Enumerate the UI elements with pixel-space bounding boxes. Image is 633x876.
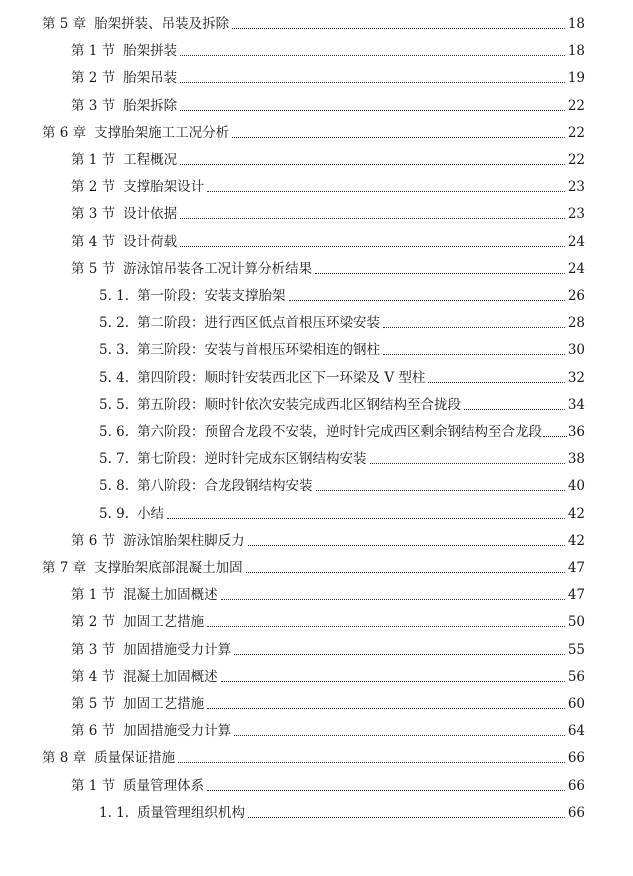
toc-section-entry[interactable] xyxy=(0,767,633,794)
toc-entry-number: 5. 2. xyxy=(99,315,130,332)
toc-entry-label xyxy=(71,778,204,794)
toc-entry-number: 5. 9. xyxy=(99,505,130,522)
toc-entry-label xyxy=(99,315,380,331)
toc-section-entry[interactable] xyxy=(0,168,633,195)
toc-entry-number: 第 1 节 xyxy=(71,43,116,60)
toc-section-entry[interactable] xyxy=(0,576,633,603)
toc-chapter-entry[interactable] xyxy=(0,549,633,576)
toc-entry-label xyxy=(71,179,204,195)
toc-section-entry[interactable] xyxy=(0,603,633,630)
toc-entry-page-number: 23 xyxy=(567,179,585,196)
toc-entry-number: 1. 1. xyxy=(99,804,130,821)
toc-section-entry[interactable] xyxy=(0,32,633,59)
toc-entry-label xyxy=(71,533,245,549)
toc-entry-page-number: 18 xyxy=(567,43,585,60)
toc-entry-label xyxy=(42,750,175,766)
toc-entry-title: 第八阶段：合龙段钢结构安装 xyxy=(137,478,313,495)
toc-chapter-entry[interactable] xyxy=(0,739,633,766)
dot-leader xyxy=(180,218,565,219)
toc-entry-page-number: 28 xyxy=(567,315,585,332)
toc-entry-title: 加固工艺措施 xyxy=(123,614,205,631)
toc-chapter-entry[interactable] xyxy=(0,114,633,141)
toc-entry-title: 支撑胎架设计 xyxy=(123,179,205,196)
toc-section-entry[interactable] xyxy=(0,195,633,222)
toc-entry-title: 第五阶段：顺时针依次安装完成西北区钢结构至合拢段 xyxy=(137,396,462,413)
dot-leader xyxy=(180,110,565,111)
dot-leader xyxy=(234,735,565,736)
toc-entry-title: 质量管理体系 xyxy=(123,777,205,794)
toc-entry-title: 设计荷载 xyxy=(123,233,178,250)
toc-entry-number: 第 1 节 xyxy=(71,152,116,168)
toc-section-entry[interactable] xyxy=(0,712,633,739)
toc-entry-label xyxy=(71,642,231,658)
toc-entry-number: 第 1 节 xyxy=(71,777,116,794)
toc-entry-label xyxy=(99,288,286,304)
toc-entry-label xyxy=(99,506,164,522)
toc-entry-label xyxy=(99,451,367,467)
toc-entry-label xyxy=(71,70,177,86)
dot-leader xyxy=(232,137,565,138)
toc-entry-label xyxy=(71,98,177,114)
toc-entry-page-number: 42 xyxy=(567,505,585,522)
toc-entry-label xyxy=(42,560,243,576)
toc-entry-number: 第 3 节 xyxy=(71,97,116,114)
toc-entry-number: 第 6 节 xyxy=(71,723,116,740)
toc-entry-page-number: 22 xyxy=(567,97,585,114)
toc-entry-title: 小结 xyxy=(137,505,165,522)
toc-entry-label xyxy=(71,206,177,222)
toc-entry-page-number: 66 xyxy=(567,777,585,794)
toc-entry-label xyxy=(71,614,204,630)
toc-entry-title: 第六阶段：预留合龙段不安装，逆时针完成西区剩余钢结构至合龙段 xyxy=(137,424,543,440)
toc-entry-page-number: 30 xyxy=(567,342,585,359)
toc-entry-page-number: 32 xyxy=(567,369,585,386)
toc-entry-number: 第 7 章 xyxy=(42,560,87,576)
toc-entry-page-number: 22 xyxy=(567,152,585,168)
toc-entry-number: 第 2 节 xyxy=(71,70,116,87)
toc-entry-page-number: 47 xyxy=(567,560,585,576)
toc-entry-page-number: 50 xyxy=(567,614,585,631)
toc-subsection-entry[interactable] xyxy=(0,359,633,386)
toc-entry-label xyxy=(99,424,542,440)
toc-entry-number: 第 4 节 xyxy=(71,668,116,685)
dot-leader xyxy=(180,82,565,83)
toc-section-entry[interactable] xyxy=(0,685,633,712)
toc-entry-page-number: 26 xyxy=(567,288,585,304)
dot-leader xyxy=(464,409,565,410)
toc-subsection-entry[interactable] xyxy=(0,467,633,494)
toc-entry-title: 第三阶段：安装与首根压环梁相连的钢柱 xyxy=(137,342,381,359)
toc-section-entry[interactable] xyxy=(0,223,633,250)
toc-entry-label xyxy=(42,16,229,32)
toc-entry-title: 第二阶段：进行西区低点首根压环梁安装 xyxy=(137,315,381,332)
dot-leader xyxy=(167,518,565,519)
toc-entry-page-number: 47 xyxy=(567,587,585,604)
toc-entry-label xyxy=(99,805,245,821)
toc-entry-title: 混凝土加固概述 xyxy=(123,587,218,604)
dot-leader xyxy=(207,191,565,192)
toc-entry-number: 5. 1. xyxy=(99,288,130,304)
toc-entry-page-number: 56 xyxy=(567,668,585,685)
toc-entry-page-number: 24 xyxy=(567,260,585,277)
toc-entry-title: 游泳馆吊装各工况计算分析结果 xyxy=(123,260,313,277)
dot-leader xyxy=(543,436,567,437)
toc-subsection-entry[interactable] xyxy=(0,331,633,358)
toc-entry-number: 第 5 章 xyxy=(42,16,87,32)
toc-entry-label xyxy=(71,723,231,739)
dot-leader xyxy=(316,490,565,491)
dot-leader xyxy=(246,572,565,573)
toc-entry-number: 5. 6. xyxy=(99,424,130,440)
toc-section-entry[interactable] xyxy=(0,631,633,658)
toc-entry-page-number: 19 xyxy=(567,70,585,87)
toc-entry-number: 第 6 章 xyxy=(42,124,87,141)
toc-entry-number: 第 2 节 xyxy=(71,614,116,631)
toc-entry-label xyxy=(71,261,312,277)
toc-section-entry[interactable] xyxy=(0,141,633,168)
toc-entry-number: 5. 5. xyxy=(99,396,130,413)
toc-entry-number: 第 6 节 xyxy=(71,532,116,549)
toc-entry-label xyxy=(42,125,229,141)
dot-leader xyxy=(180,164,565,165)
toc-subsection-entry[interactable] xyxy=(0,413,633,440)
toc-entry-page-number: 40 xyxy=(567,478,585,495)
toc-subsection-entry[interactable] xyxy=(0,794,633,821)
toc-entry-title: 质量管理组织机构 xyxy=(137,804,246,821)
toc-entry-number: 第 4 节 xyxy=(71,233,116,250)
toc-entry-title: 胎架拆除 xyxy=(123,97,178,114)
toc-entry-label xyxy=(71,669,218,685)
toc-entry-label xyxy=(71,696,204,712)
toc-chapter-entry[interactable] xyxy=(0,5,633,32)
toc-entry-title: 胎架拼装、吊装及拆除 xyxy=(94,16,230,32)
toc-section-entry[interactable] xyxy=(0,658,633,685)
toc-entry-title: 加固措施受力计算 xyxy=(123,641,232,658)
dot-leader xyxy=(221,681,565,682)
toc-entry-page-number: 55 xyxy=(567,641,585,658)
toc-entry-label xyxy=(99,397,461,413)
dot-leader xyxy=(207,790,565,791)
dot-leader xyxy=(315,273,565,274)
toc-subsection-entry[interactable] xyxy=(0,277,633,304)
toc-section-entry[interactable] xyxy=(0,250,633,277)
dot-leader xyxy=(180,246,565,247)
toc-subsection-entry[interactable] xyxy=(0,386,633,413)
toc-entry-label xyxy=(99,342,380,358)
toc-entry-number: 5. 8. xyxy=(99,478,130,495)
toc-section-entry[interactable] xyxy=(0,87,633,114)
toc-subsection-entry[interactable] xyxy=(0,440,633,467)
toc-entry-page-number: 64 xyxy=(567,723,585,740)
toc-entry-title: 设计依据 xyxy=(123,206,178,223)
toc-entry-page-number: 60 xyxy=(567,696,585,712)
dot-leader xyxy=(207,626,565,627)
toc-entry-number: 第 1 节 xyxy=(71,587,116,604)
dot-leader xyxy=(178,762,565,763)
toc-entry-page-number: 24 xyxy=(567,233,585,250)
toc-entry-title: 胎架吊装 xyxy=(123,70,178,87)
toc-entry-page-number: 36 xyxy=(567,424,585,440)
toc-section-entry[interactable] xyxy=(0,59,633,86)
toc-entry-title: 第四阶段：顺时针安装西北区下一环梁及 V 型柱 xyxy=(137,369,426,386)
dot-leader xyxy=(289,300,565,301)
toc-entry-title: 游泳馆胎架柱脚反力 xyxy=(123,532,245,549)
toc-entry-number: 5. 4. xyxy=(99,369,130,386)
dot-leader xyxy=(248,545,565,546)
dot-leader xyxy=(232,28,565,29)
toc-entry-page-number: 22 xyxy=(567,124,585,141)
toc-entry-number: 第 3 节 xyxy=(71,206,116,223)
toc-entry-number: 5. 7. xyxy=(99,451,130,468)
toc-entry-title: 第一阶段：安装支撑胎架 xyxy=(137,288,286,304)
toc-entry-page-number: 66 xyxy=(567,804,585,821)
toc-subsection-entry[interactable] xyxy=(0,304,633,331)
dot-leader xyxy=(428,382,564,383)
dot-leader xyxy=(207,708,565,709)
toc-entry-label xyxy=(71,43,177,59)
dot-leader xyxy=(383,327,565,328)
dot-leader xyxy=(383,354,565,355)
toc-entry-page-number: 18 xyxy=(567,16,585,32)
toc-entry-title: 胎架拼装 xyxy=(123,43,178,60)
toc-entry-title: 支撑胎架施工工况分析 xyxy=(94,124,230,141)
toc-entry-title: 加固工艺措施 xyxy=(123,696,205,712)
toc-entry-number: 第 5 节 xyxy=(71,260,116,277)
toc-section-entry[interactable] xyxy=(0,522,633,549)
toc-entry-title: 支撑胎架底部混凝土加固 xyxy=(94,560,243,576)
toc-entry-label xyxy=(71,587,218,603)
toc-entry-number: 第 8 章 xyxy=(42,750,87,767)
toc-entry-title: 第七阶段：逆时针完成东区钢结构安装 xyxy=(137,451,367,468)
toc-entry-number: 第 2 节 xyxy=(71,179,116,196)
dot-leader xyxy=(234,654,565,655)
toc-entry-page-number: 34 xyxy=(567,396,585,413)
toc-entry-number: 第 3 节 xyxy=(71,641,116,658)
dot-leader xyxy=(221,599,565,600)
toc-entry-title: 加固措施受力计算 xyxy=(123,723,232,740)
toc-entry-page-number: 42 xyxy=(567,532,585,549)
toc-entry-title: 质量保证措施 xyxy=(94,750,176,767)
toc-entry-label xyxy=(99,478,313,494)
dot-leader xyxy=(248,817,565,818)
toc-entry-number: 5. 3. xyxy=(99,342,130,359)
toc-entry-number: 第 5 节 xyxy=(71,696,116,712)
dot-leader xyxy=(180,55,565,56)
toc-entry-label xyxy=(99,370,425,386)
toc-entry-page-number: 38 xyxy=(567,451,585,468)
toc-entry-page-number: 23 xyxy=(567,206,585,223)
toc-entry-label xyxy=(71,234,177,250)
toc-entry-title: 混凝土加固概述 xyxy=(123,668,218,685)
dot-leader xyxy=(370,463,565,464)
toc-entry-title: 工程概况 xyxy=(123,152,178,168)
toc-entry-label xyxy=(71,152,177,168)
toc-subsection-entry[interactable] xyxy=(0,495,633,522)
toc-entry-page-number: 66 xyxy=(567,750,585,767)
